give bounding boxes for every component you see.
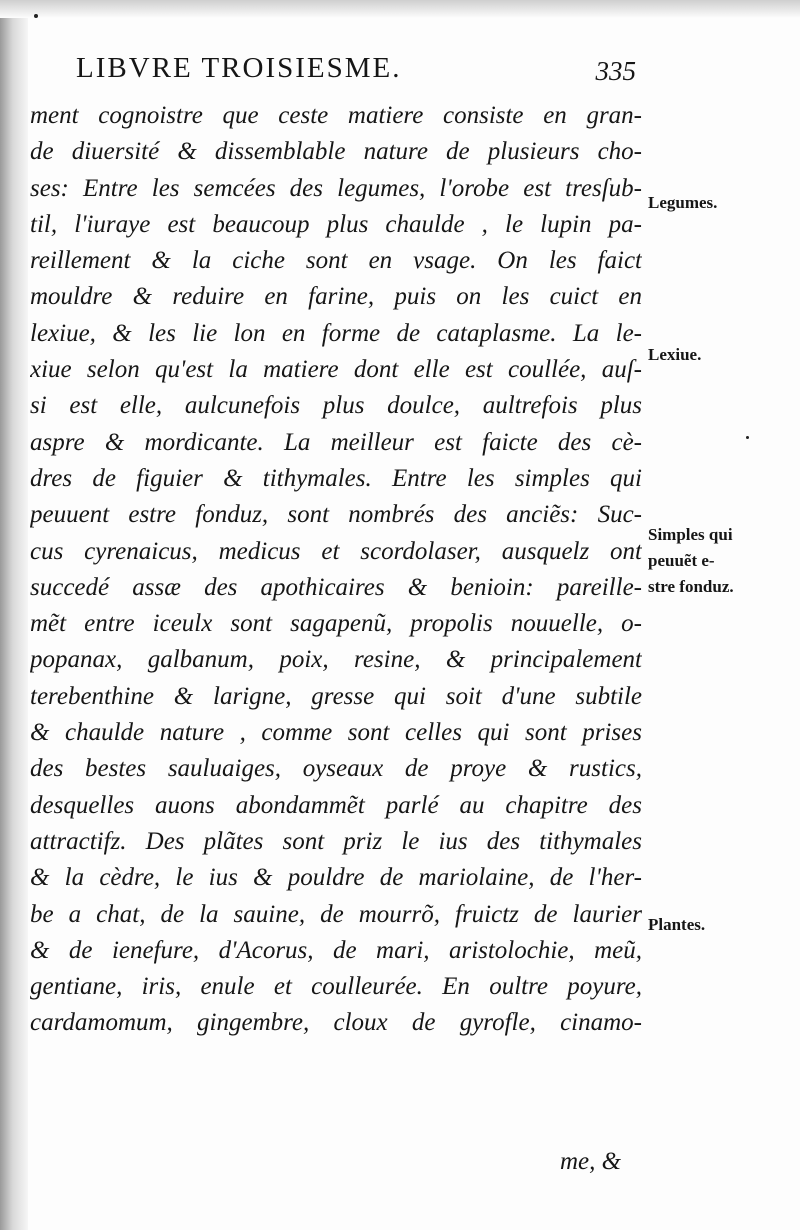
text-line: succedé assæ des apothicaires & benioin: pareille- <box>30 573 642 601</box>
text-line: & de ienefure, d'Acorus, de mari, aristolochie, meũ, <box>30 936 642 964</box>
text-line: desquelles auons abondammẽt parlé au chapitre des <box>30 791 642 819</box>
margin-note-line: stre fonduz. <box>648 577 734 596</box>
ink-speck <box>746 436 749 439</box>
text-line: xiue selon qu'est la matiere dont elle est coullée, auſ- <box>30 356 642 384</box>
text-line: des bestes sauluaiges, oyseaux de proye & rustics, <box>30 755 642 783</box>
margin-note-lexiue: Lexiue. <box>648 345 702 364</box>
margin-note-legumes: Legumes. <box>648 193 718 212</box>
text-line: peuuent estre fonduz, sont nombrés des anciẽs: Suc- <box>30 501 642 529</box>
text-line: mouldre & reduire en farine, puis on les cuict en <box>30 283 642 311</box>
text-line: attractifz. Des plãtes sont priz le ius des tithymales <box>30 827 642 855</box>
text-line: cus cyrenaicus, medicus et scordolaser, ausquelz ont <box>30 537 642 565</box>
text-line: ses: Entre les semcées des legumes, l'orobe est tresſub- <box>30 174 642 202</box>
text-line: si est elle, aulcunefois plus doulce, aultrefois plus <box>30 392 642 420</box>
text-line: reillement & la ciche sont en vsage. On les faict <box>30 247 642 275</box>
text-line: ment cognoistre que ceste matiere consiste en gran- <box>30 102 642 129</box>
text-line: popanax, galbanum, poix, resine, & principalement <box>30 646 642 674</box>
margin-note-simples <box>648 522 798 600</box>
running-header <box>76 52 636 92</box>
text-line: cardamomum, gingembre, cloux de gyrofle, cinamo- <box>30 1009 642 1037</box>
page-number: 335 <box>595 56 636 86</box>
margin-note-line: peuuẽt e- <box>648 551 715 570</box>
catchword: me, & <box>560 1148 622 1175</box>
body-text <box>30 98 642 1042</box>
page-gutter-shadow <box>0 0 28 1230</box>
text-line: mẽt entre iceulx sont sagapenũ, propolis nouuelle, o- <box>30 610 642 638</box>
text-line: be a chat, de la sauine, de mourrõ, fruictz de laurier <box>30 900 642 928</box>
ink-speck <box>34 14 38 18</box>
text-line: lexiue, & les lie lon en forme de cataplasme. La le- <box>30 319 642 347</box>
running-title: LIBVRE TROISIESME. <box>76 52 402 84</box>
text-line: dres de figuier & tithymales. Entre les simples qui <box>30 464 642 492</box>
text-line: terebenthine & larigne, gresse qui soit d'une subtile <box>30 682 642 710</box>
text-line: til, l'iuraye est beaucoup plus chaulde , le lupin pa- <box>30 210 642 238</box>
margin-note-line: Simples qui <box>648 525 733 544</box>
text-line: de diuersité & dissemblable nature de plusieurs cho- <box>30 138 642 166</box>
text-line: & la cèdre, le ius & pouldre de mariolaine, de l'her- <box>30 864 642 892</box>
page-top-shadow <box>0 0 800 18</box>
text-line: aspre & mordicante. La meilleur est faicte des cè- <box>30 428 642 456</box>
text-line: & chaulde nature , comme sont celles qui sont prises <box>30 719 642 747</box>
text-line: gentiane, iris, enule et coulleurée. En oultre poyure, <box>30 973 642 1001</box>
margin-note-plantes: Plantes. <box>648 915 706 934</box>
